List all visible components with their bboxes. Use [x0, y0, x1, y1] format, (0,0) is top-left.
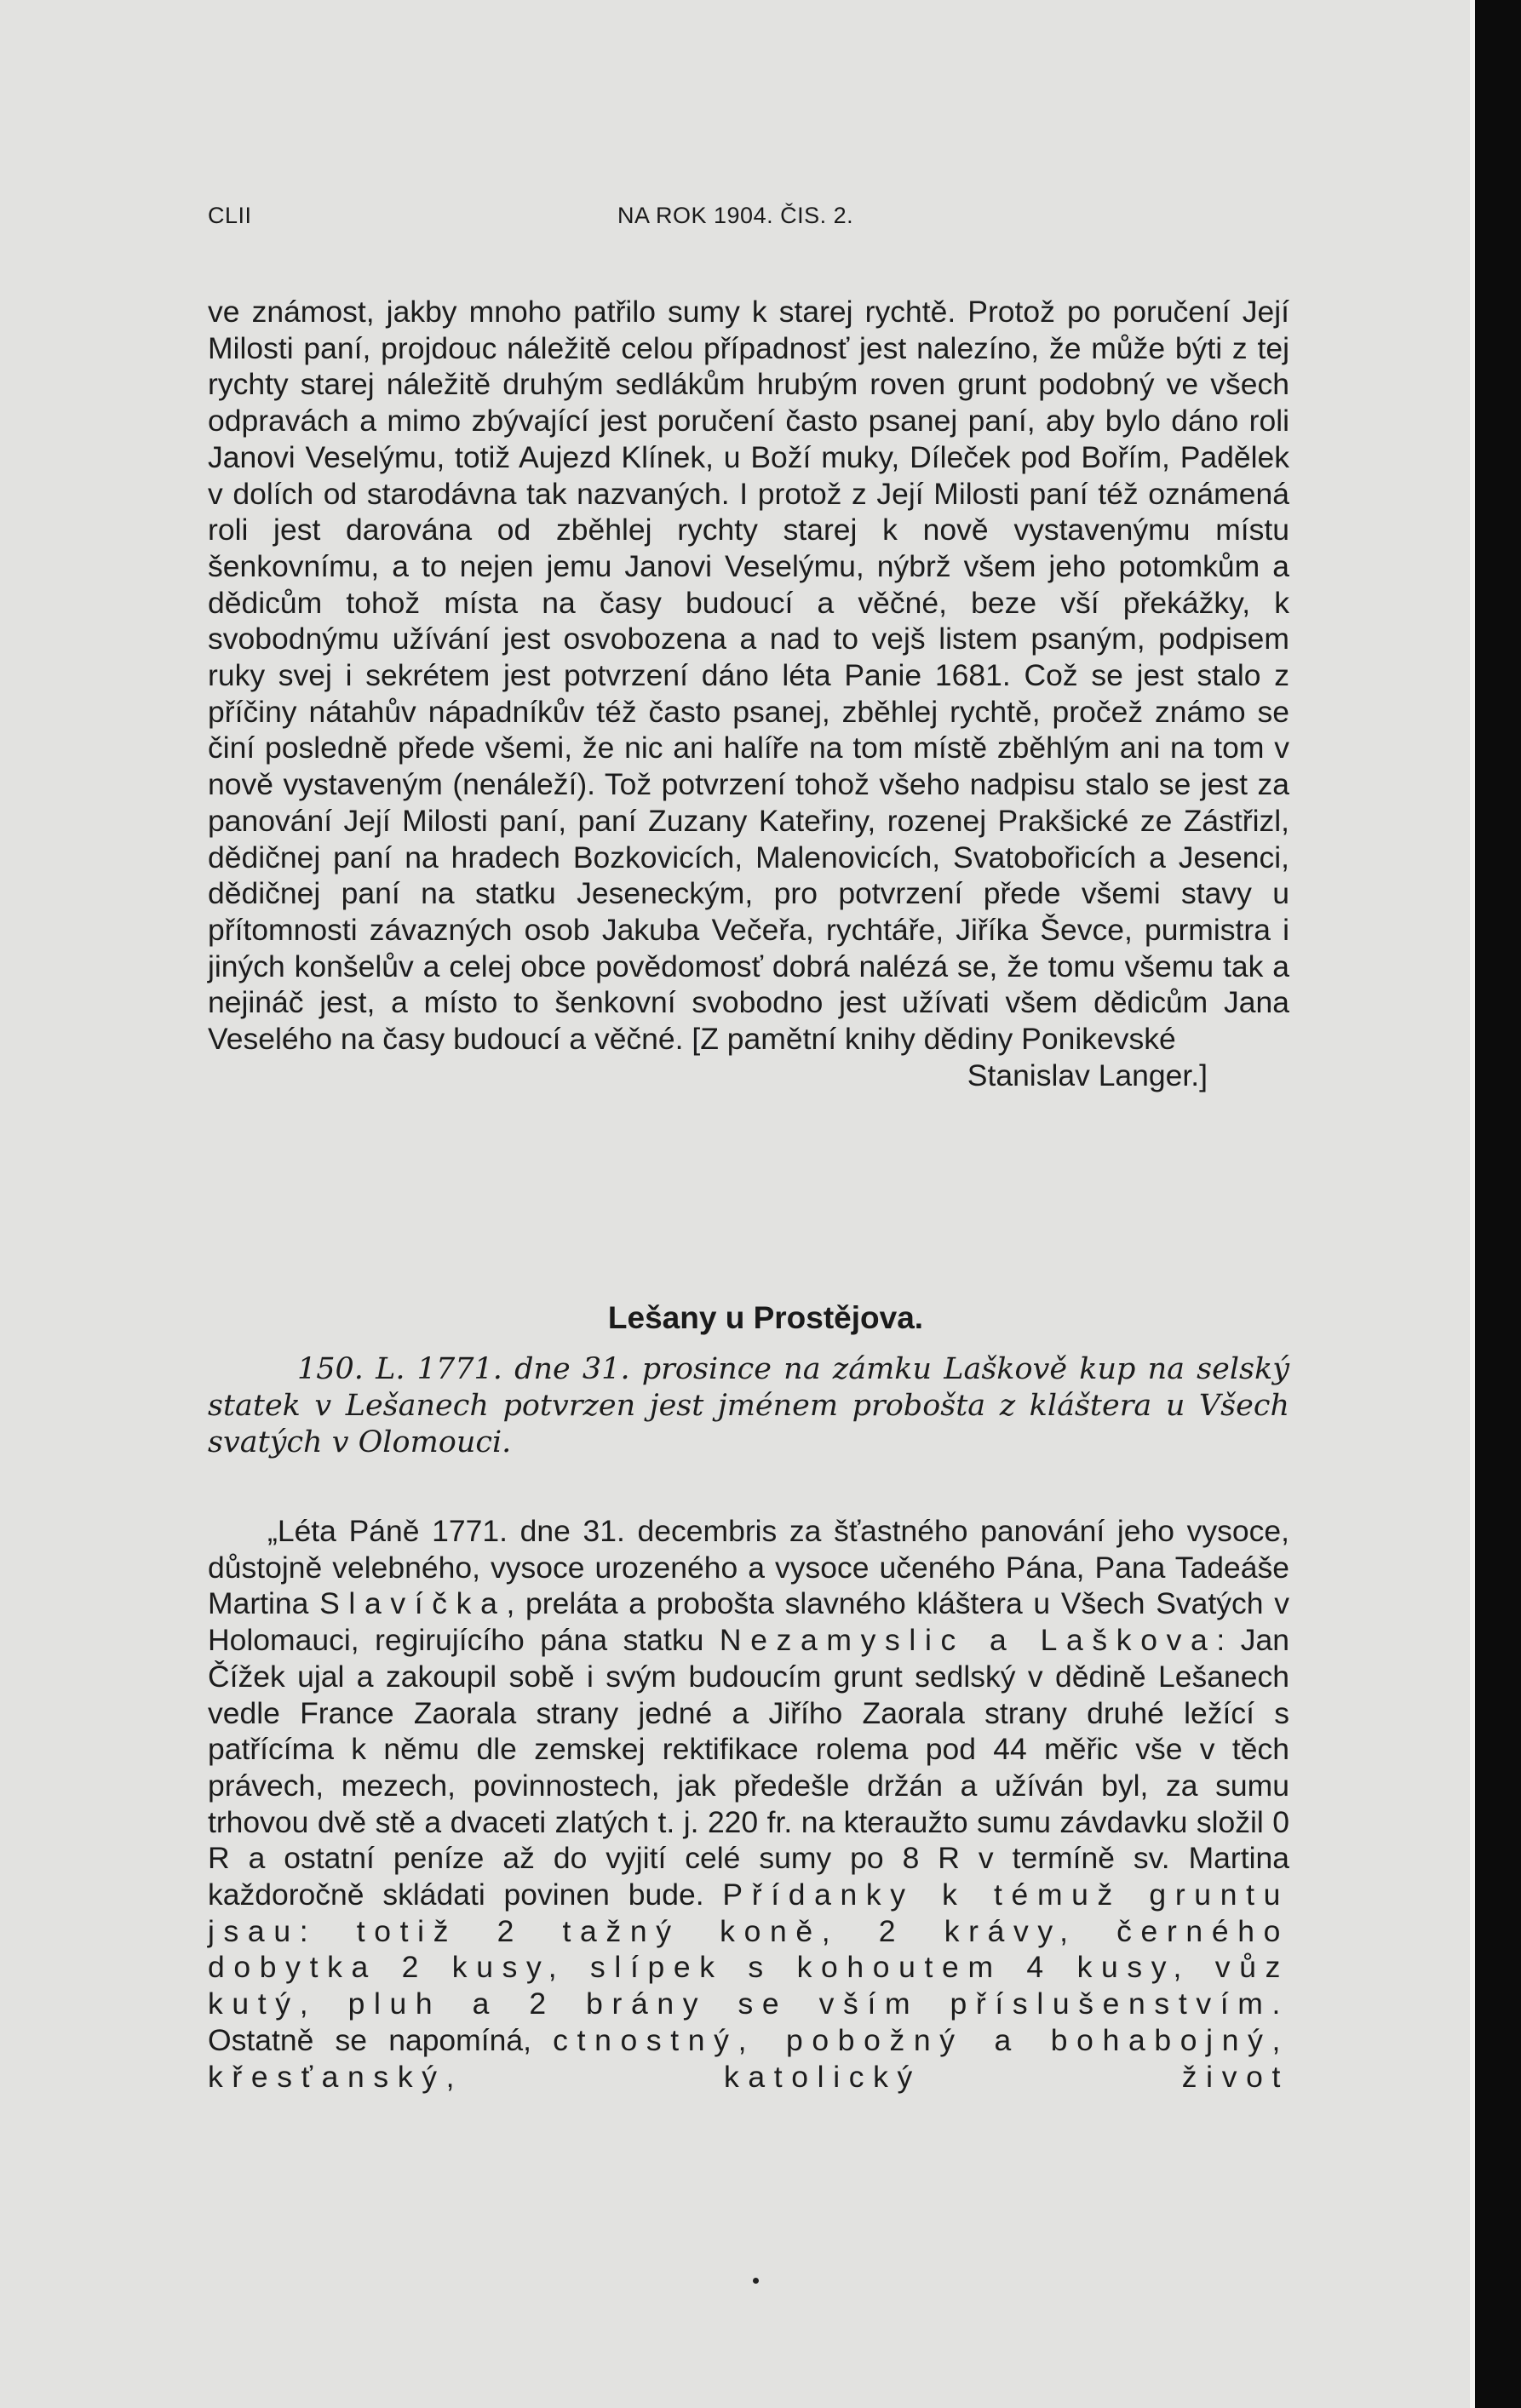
- text-part-1: „Léta Páně 1771. dne 31. decembris za šťastného panování jeho vysoce, důstojně velebného, vysoce urozeného a vysoce učeného Pána, Pana Tadeáše Martina: [208, 1514, 1289, 1621]
- text-part-2: , preláta a probošta slavného kláštera u Všech Svatých v Holomauci, regirujícího pána statku: [208, 1586, 1289, 1658]
- page-header: [208, 203, 906, 237]
- text-part-4: Ostatně se napomíná,: [208, 2022, 554, 2057]
- page-number: CLII: [208, 203, 252, 228]
- paragraph-body-2: [208, 1513, 1289, 2095]
- signature-line: [208, 1058, 1289, 1094]
- scan-speck: [753, 2278, 759, 2284]
- text-part-3: : Jan Čížek ujal a zakoupil sobě i svým budoucím grunt sedlský v dědině Lešanech vedle France Zaorala strany jedné a Jiřího Zaorala strany druhé ležící s patřícíma k němu dle zemskej rektifikace rolema pod 44 měřic vše v těch právech, mezech, povinnostech, jak předešle držán a užíván byl, za sumu trhovou dvě stě a dvaceti zlatých t. j. 220 fr. na kteraužto sumu závdavku složil 0 R a ostatní peníze až do vyjití celé sumy po 8 R v termíně sv. Martina každoročně skládati povinen bude.: [208, 1623, 1290, 1912]
- section-title: Lešany u Prostějova.: [607, 1300, 924, 1335]
- paragraph-deed-1681: [208, 294, 1289, 1093]
- name-nezamyslic: Nezamyslic a Laškova: [719, 1623, 1217, 1658]
- inventory-spaced: Přídanky k témuž gruntu jsau: totiž 2 tažný koně, 2 krávy, černého dobytka 2 kusy, slípek s kohoutem 4 kusy, vůz kutý, pluh a 2 brány se vším příslušenstvím.: [208, 1878, 1289, 2021]
- name-slavicek: Slavíčka: [319, 1586, 507, 1621]
- signature: Stanislav Langer.]: [967, 1058, 1208, 1092]
- paragraph-deed-1771: [208, 1513, 1289, 2095]
- scan-edge: [1475, 0, 1521, 2408]
- fraktur-summary: [208, 1351, 1289, 1461]
- virtues-spaced: ctnostný, pobožný a bohabojný, křesťanský, katolický život: [208, 2022, 1289, 2094]
- fraktur-text: 150. L. 1771. dne 31. prosince na zámku Laškově kup na selský statek v Lešanech potvrzen jest jménem probošta z kláštera u Všech svatých v Olomouci.: [208, 1352, 1289, 1459]
- running-title: NA ROK 1904. ČIS. 2.: [617, 203, 854, 228]
- paragraph-body: ve známost, jakby mnoho patřilo sumy k starej rychtě. Protož po poručení Její Milosti paní, projdouc náležitě celou případnosť jest nalezíno, že může býti z tej rychty starej náležitě druhým sedlákům hrubým roven grunt podobný ve všech odpravách a mimo zbývající jest poručení často psanej paní, aby bylo dáno roli Janovi Veselýmu, totiž Aujezd Klínek, u Boží muky, Díleček pod Bořím, Padělek v dolích od starodávna tak nazvaných. I protož z Její Milosti paní též oznámená roli jest darována od zběhlej rychty starej k nově vystavenýmu místu šenkovnímu, a to nejen jemu Janovi Veselýmu, nýbrž všem jeho potomkům a dědicům tohož místa na časy budoucí a věčné, beze vší překážky, k svobodnýmu užívání jest osvobozena a nad to vejš listem psaným, podpisem ruky svej i sekrétem jest potvrzení dáno léta Panie 1681. Což se jest stalo z příčiny nátahův nápadníkův též často psanej, zběhlej rychtě, pročež známo se činí posledně přede všemi, že nic ani halíře na tom místě zběhlým ani na tom v nově vystaveným (nenáleží). Tož potvrzení tohož všeho nadpisu stalo se jest za panování Její Milosti paní, paní Zuzany Kateřiny, rozenej Prakšické ze Zástřizl, dědičnej paní na hradech Bozkovicích, Malenovicích, Svatobořicích a Jesenci, dědičnej paní na statku Jeseneckým, pro potvrzení přede všemi stavy u přítomnosti závazných osob Jakuba Večeřa, rychtáře, Jiříka Ševce, purmistra i jiných konšelův a celej obce povědomosť dobrá nalézá se, že tomu všemu tak a nejináč jest, a místo to šenkovní svobodno jest užívati všem dědicům Jana Veselého na časy budoucí a věčné. [Z pamětní knihy dědiny Ponikevské: [208, 295, 1289, 1057]
